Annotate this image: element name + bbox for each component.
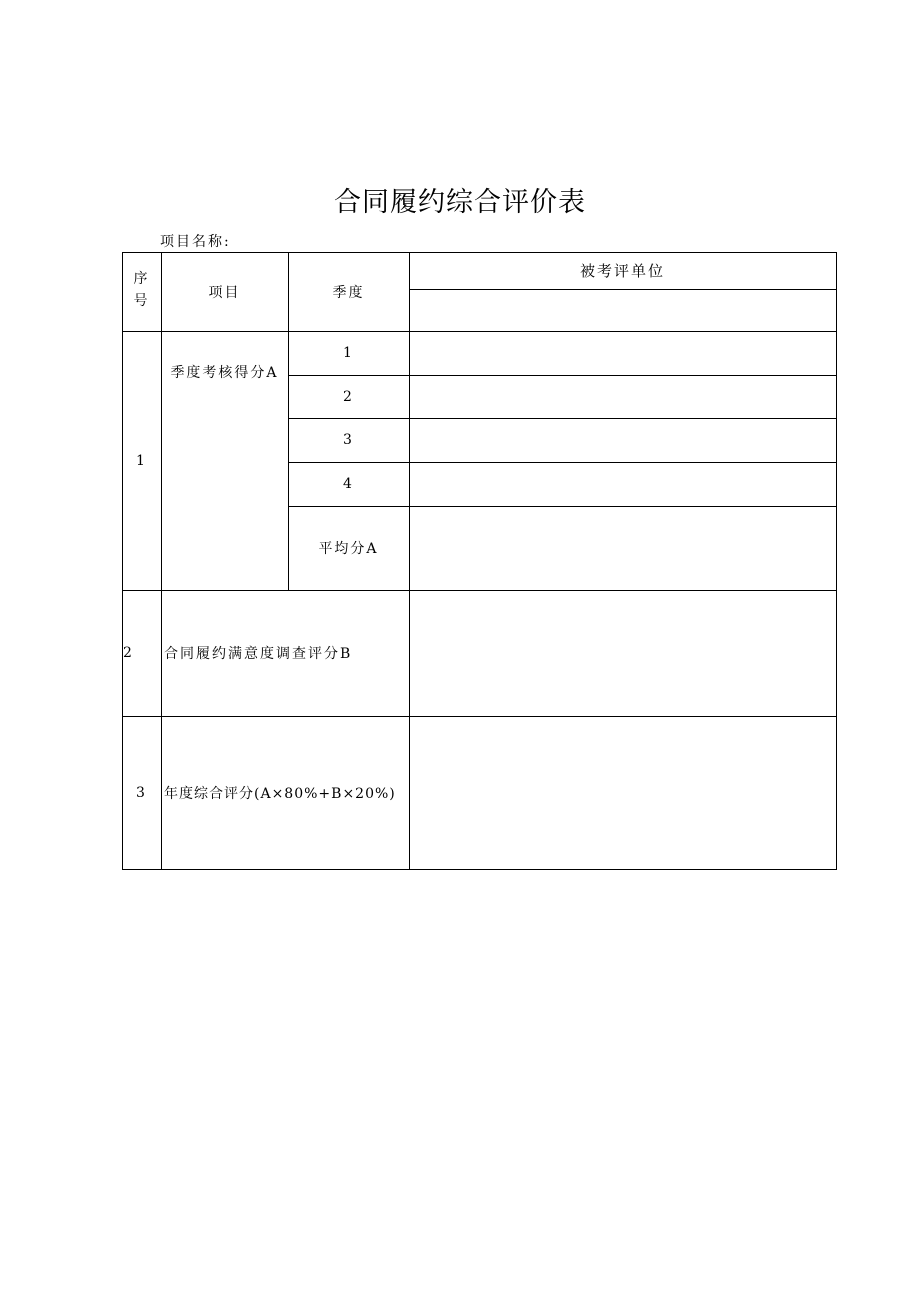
quarter-1: 1 — [343, 345, 354, 361]
average-a: 平均分A — [318, 541, 379, 557]
seq-column-divider — [161, 252, 162, 870]
row2-item: 合同履约满意度调查评分B — [164, 646, 353, 662]
quarter-column-divider — [409, 252, 410, 870]
header-seq-line1: 序 — [133, 271, 150, 287]
header-seq-line2: 号 — [133, 293, 150, 309]
project-name-label: 项目名称: — [160, 234, 231, 250]
row2-seq: 2 — [123, 645, 134, 661]
header-evaluated-unit: 被考评单位 — [579, 262, 665, 280]
table-border-right — [836, 252, 837, 870]
row1-item: 季度考核得分A — [170, 365, 279, 381]
row3-seq: 3 — [136, 784, 147, 801]
header-quarter: 季度 — [332, 284, 365, 301]
quarter-4: 4 — [343, 476, 354, 492]
row3-item: 年度综合评分(A×80%+B×20%) — [164, 785, 396, 802]
page-title: 合同履约综合评价表 — [334, 187, 586, 218]
row1-seq: 1 — [136, 452, 147, 469]
quarter-2: 2 — [343, 388, 354, 405]
table-border-bottom — [122, 869, 837, 870]
header-item: 项目 — [208, 284, 241, 301]
unit-header-divider — [409, 289, 837, 290]
quarter-3: 3 — [343, 432, 354, 448]
header-bottom-line — [122, 331, 837, 332]
